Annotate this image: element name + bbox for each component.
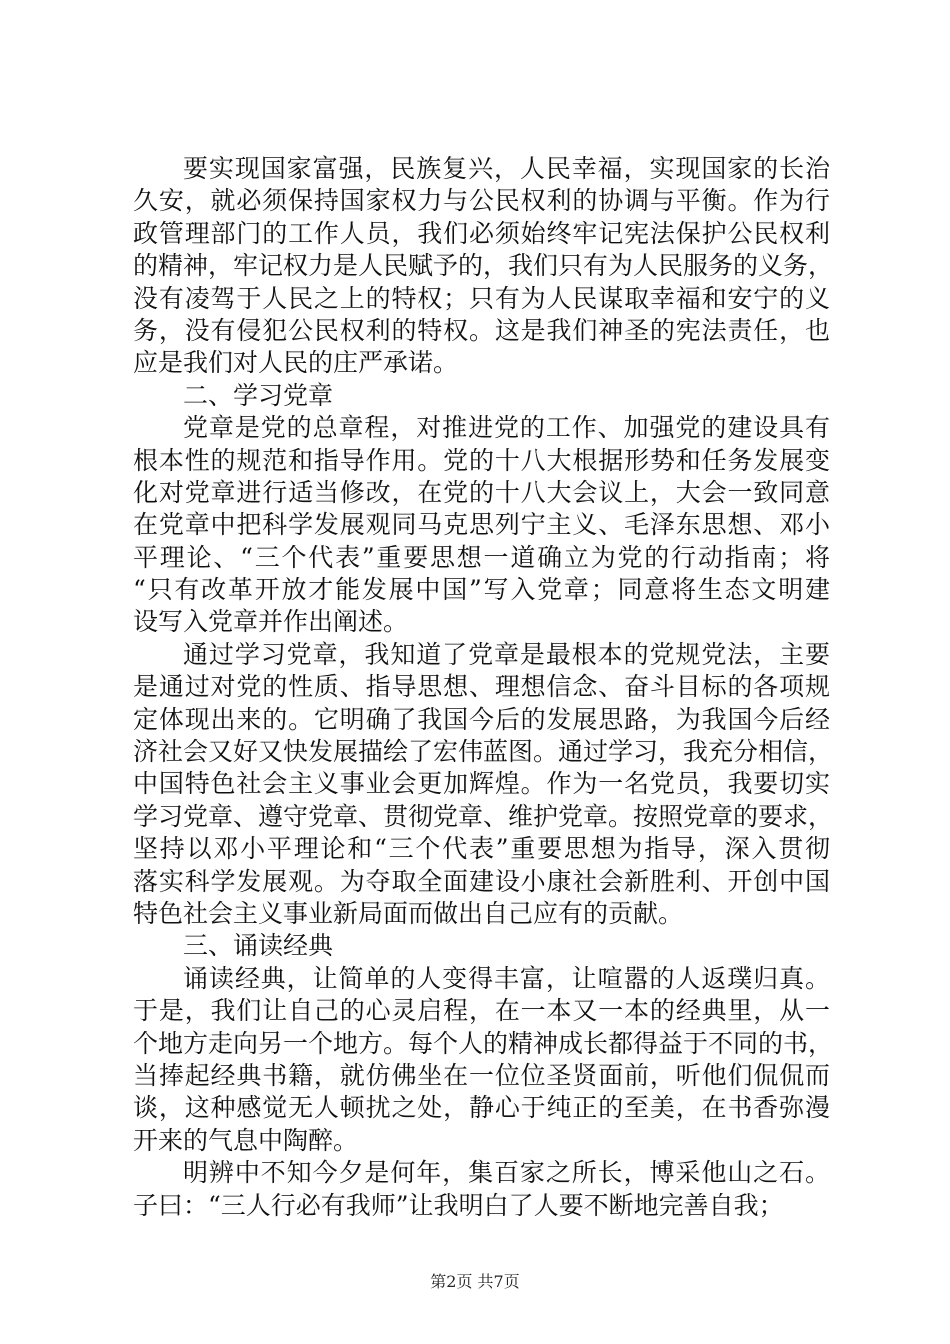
paragraph-line: 是通过对党的性质、指导思想、理想信念、奋斗目标的各项规: [133, 672, 830, 702]
heading-text: 三、诵读经典: [183, 931, 334, 961]
paragraph-line: 要实现国家富强，民族复兴，人民幸福，实现国家的长治: [183, 154, 830, 183]
paragraph-line: 学习党章、遵守党章、贯彻党章、维护党章。按照党章的要求，: [133, 801, 834, 831]
paragraph-line: 个地方走向另一个地方。每个人的精神成长都得益于不同的书，: [133, 1028, 834, 1058]
paragraph-line: 济社会又好又快发展描绘了宏伟蓝图。通过学习，我充分相信，: [133, 737, 834, 767]
heading-text: 二、学习党章: [183, 380, 334, 410]
paragraph-line: 政管理部门的工作人员，我们必须始终牢记宪法保护公民权利: [133, 218, 830, 248]
paragraph-line: 定体现出来的。它明确了我国今后的发展思路，为我国今后经: [133, 704, 830, 734]
paragraph-line: 通过学习党章，我知道了党章是最根本的党规党法，主要: [183, 639, 830, 669]
page-footer: 第2页 共7页: [430, 1272, 520, 1291]
document-body: [133, 153, 834, 1222]
paragraph-line: 落实科学发展观。为夺取全面建设小康社会新胜利、开创中国: [133, 866, 830, 896]
body-paragraph: [133, 1157, 830, 1222]
paragraph-line: 坚持以邓小平理论和“三个代表”重要思想为指导，深入贯彻: [133, 834, 830, 864]
paragraph-line: 明辨中不知今夕是何年，集百家之所长，博采他山之石。: [183, 1158, 830, 1188]
body-paragraph: [133, 412, 830, 639]
body-paragraph: [133, 639, 834, 931]
paragraph-line: 平理论、“三个代表”重要思想一道确立为党的行动指南；将: [133, 542, 830, 572]
paragraph-line: 根本性的规范和指导作用。党的十八大根据形势和任务发展变: [133, 445, 830, 475]
paragraph-line: 设写入党章并作出阐述。: [133, 607, 409, 637]
paragraph-line: 没有凌驾于人民之上的特权；只有为人民谋取幸福和安宁的义: [133, 283, 830, 313]
paragraph-line: 应是我们对人民的庄严承诺。: [133, 348, 459, 378]
paragraph-line: 久安，就必须保持国家权力与公民权利的协调与平衡。作为行: [133, 186, 830, 216]
paragraph-line: 化对党章进行适当修改，在党的十八大会议上，大会一致同意: [133, 477, 830, 507]
paragraph-line: 开来的气息中陶醉。: [133, 1125, 359, 1155]
paragraph-line: 在党章中把科学发展观同马克思列宁主义、毛泽东思想、邓小: [133, 510, 830, 540]
paragraph-line: 诵读经典，让简单的人变得丰富，让喧嚣的人返璞归真。: [183, 963, 830, 993]
paragraph-line: 务，没有侵犯公民权利的特权。这是我们神圣的宪法责任，也: [133, 315, 830, 345]
body-paragraph: [133, 153, 834, 380]
section-heading: [133, 930, 830, 962]
paragraph-line: 当捧起经典书籍，就仿佛坐在一位位圣贤面前，听他们侃侃而: [133, 1060, 830, 1090]
section-heading: [133, 380, 830, 412]
paragraph-line: 谈，这种感觉无人顿扰之处，静心于纯正的至美，在书香弥漫: [133, 1093, 830, 1123]
paragraph-line: 党章是党的总章程，对推进党的工作、加强党的建设具有: [183, 413, 830, 443]
paragraph-line: 于是，我们让自己的心灵启程，在一本又一本的经典里，从一: [133, 996, 830, 1026]
body-paragraph: [133, 963, 834, 1157]
paragraph-line: 中国特色社会主义事业会更加辉煌。作为一名党员，我要切实: [133, 769, 830, 799]
paragraph-line: “只有改革开放才能发展中国”写入党章；同意将生态文明建: [133, 575, 830, 605]
paragraph-line: 子曰：“三人行必有我师”让我明白了人要不断地完善自我；: [133, 1190, 784, 1220]
paragraph-line: 的精神，牢记权力是人民赋予的，我们只有为人民服务的义务，: [133, 251, 834, 281]
paragraph-line: 特色社会主义事业新局面而做出自己应有的贡献。: [133, 898, 684, 928]
